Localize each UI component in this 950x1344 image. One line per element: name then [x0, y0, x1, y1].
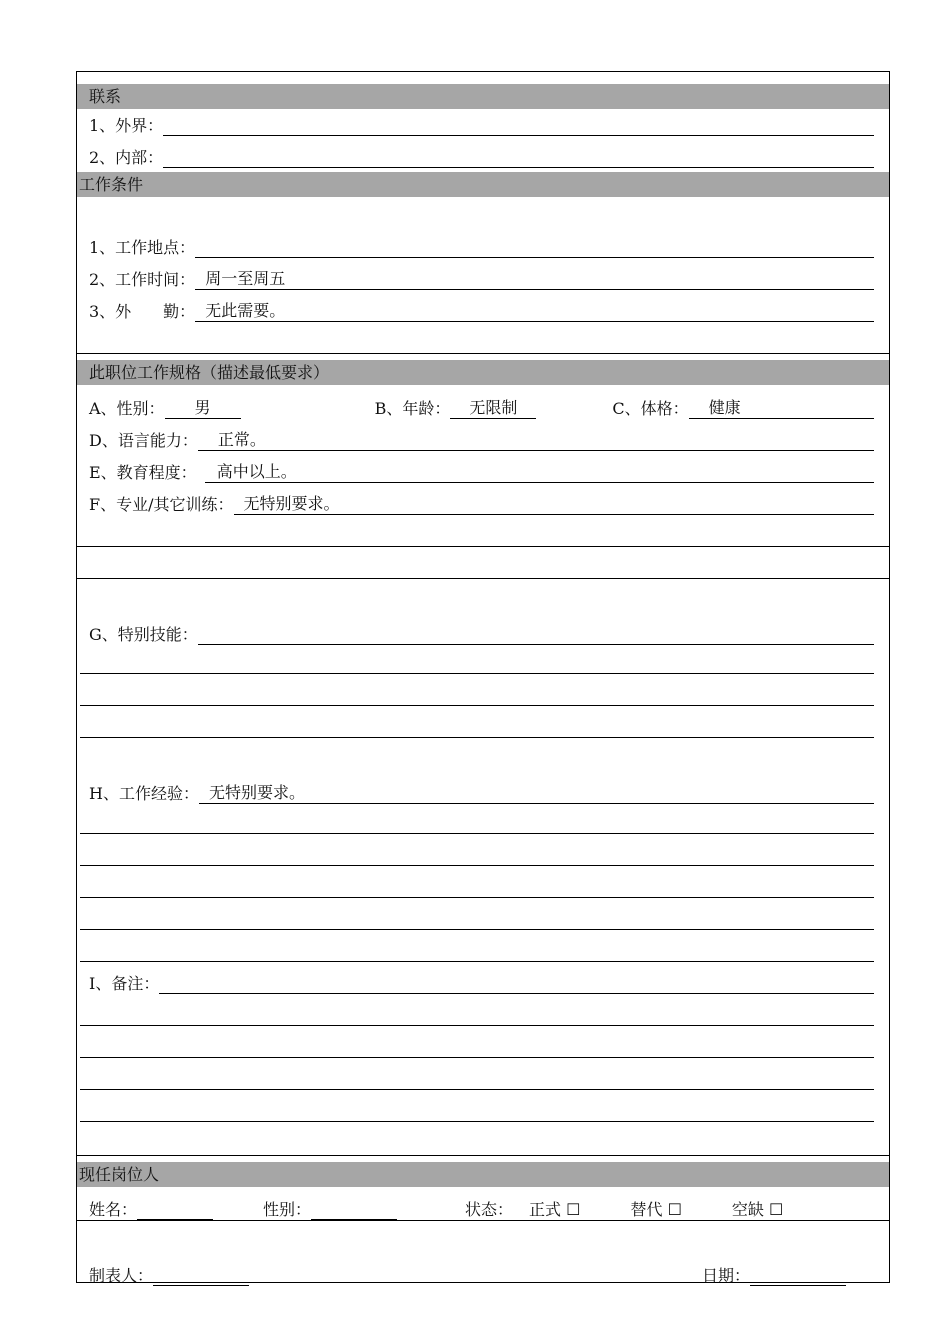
prepared-by-field[interactable] — [153, 1265, 249, 1286]
contact-internal-row — [89, 144, 874, 168]
spec-age-field[interactable]: 无限制 — [450, 398, 536, 419]
incumbent-name-label: 姓名： — [89, 1200, 138, 1219]
spec-training-label: F、专业/其它训练： — [89, 495, 234, 514]
spec-physique-field[interactable]: 健康 — [689, 398, 874, 419]
contact-header: 联系 — [77, 84, 889, 109]
status-formal-checkbox[interactable]: 正式 ☐ — [529, 1200, 581, 1219]
conditions-time-row — [89, 266, 874, 290]
skills-notes-label: I、备注： — [89, 974, 160, 993]
conditions-field-row — [89, 298, 874, 322]
footer-row — [89, 1262, 874, 1286]
status-vacant-checkbox[interactable]: 空缺 ☐ — [731, 1200, 784, 1219]
spec-training-row — [89, 491, 874, 515]
spec-age-label: B、年龄： — [374, 399, 451, 418]
conditions-time-label: 2、工作时间： — [89, 270, 196, 289]
prepared-by-label: 制表人： — [89, 1266, 154, 1285]
status-substitute-checkbox[interactable]: 替代 ☐ — [630, 1200, 682, 1219]
blank-line[interactable] — [80, 673, 874, 674]
incumbent-status-label: 状态： — [465, 1200, 514, 1219]
skills-experience-label: H、工作经验： — [89, 784, 199, 803]
incumbent-gender-label: 性别： — [263, 1200, 312, 1219]
blank-line[interactable] — [80, 897, 874, 898]
conditions-header: 工作条件 — [77, 172, 889, 197]
blank-line[interactable] — [80, 961, 874, 962]
divider — [77, 546, 889, 547]
spec-education-field[interactable]: 高中以上。 — [205, 462, 874, 483]
incumbent-gender-field[interactable] — [311, 1199, 397, 1220]
conditions-location-row — [89, 234, 874, 258]
skills-special-label: G、特别技能： — [89, 625, 198, 644]
divider — [77, 353, 889, 354]
divider — [77, 1220, 889, 1221]
conditions-time-field[interactable]: 周一至周五 — [195, 269, 874, 290]
blank-line[interactable] — [80, 1057, 874, 1058]
contact-external-label: 1、外界： — [89, 116, 164, 135]
blank-line[interactable] — [80, 865, 874, 866]
skills-notes-field[interactable] — [159, 973, 874, 994]
blank-line[interactable] — [80, 833, 874, 834]
spec-basic-row — [89, 395, 874, 419]
incumbent-row — [89, 1196, 874, 1220]
conditions-location-field[interactable] — [195, 237, 874, 258]
skills-experience-field[interactable]: 无特别要求。 — [199, 783, 874, 804]
incumbent-name-field[interactable] — [137, 1199, 213, 1220]
divider — [77, 578, 889, 579]
spec-education-row — [89, 459, 874, 483]
blank-line[interactable] — [80, 705, 874, 706]
job-description-form — [76, 71, 890, 1283]
spec-header: 此职位工作规格（描述最低要求） — [77, 360, 889, 385]
spec-training-field[interactable]: 无特别要求。 — [234, 494, 875, 515]
spec-gender-label: A、性别： — [89, 399, 165, 418]
spec-language-field[interactable]: 正常。 — [198, 430, 874, 451]
spec-gender-field[interactable]: 男 — [165, 398, 241, 419]
skills-experience-row — [89, 780, 874, 804]
conditions-field-label: 3、外 勤： — [89, 302, 196, 321]
spec-language-label: D、语言能力： — [89, 431, 198, 450]
blank-line[interactable] — [80, 737, 874, 738]
skills-special-field[interactable] — [198, 624, 874, 645]
blank-line[interactable] — [80, 1121, 874, 1122]
date-label: 日期： — [701, 1266, 750, 1285]
spec-language-row — [89, 427, 874, 451]
blank-line[interactable] — [80, 1089, 874, 1090]
conditions-location-label: 1、工作地点： — [89, 238, 196, 257]
blank-line[interactable] — [80, 929, 874, 930]
skills-notes-row — [89, 970, 874, 994]
conditions-field-field[interactable]: 无此需要。 — [195, 301, 874, 322]
blank-line[interactable] — [80, 1025, 874, 1026]
date-field[interactable] — [750, 1265, 846, 1286]
contact-internal-label: 2、内部： — [89, 148, 164, 167]
skills-special-row — [89, 621, 874, 645]
incumbent-header: 现任岗位人 — [77, 1162, 889, 1187]
contact-internal-field[interactable] — [163, 147, 874, 168]
spec-education-label: E、教育程度： — [89, 463, 197, 482]
spec-physique-label: C、体格： — [612, 399, 689, 418]
contact-external-field[interactable] — [163, 115, 874, 136]
divider — [77, 1155, 889, 1156]
contact-external-row — [89, 112, 874, 136]
